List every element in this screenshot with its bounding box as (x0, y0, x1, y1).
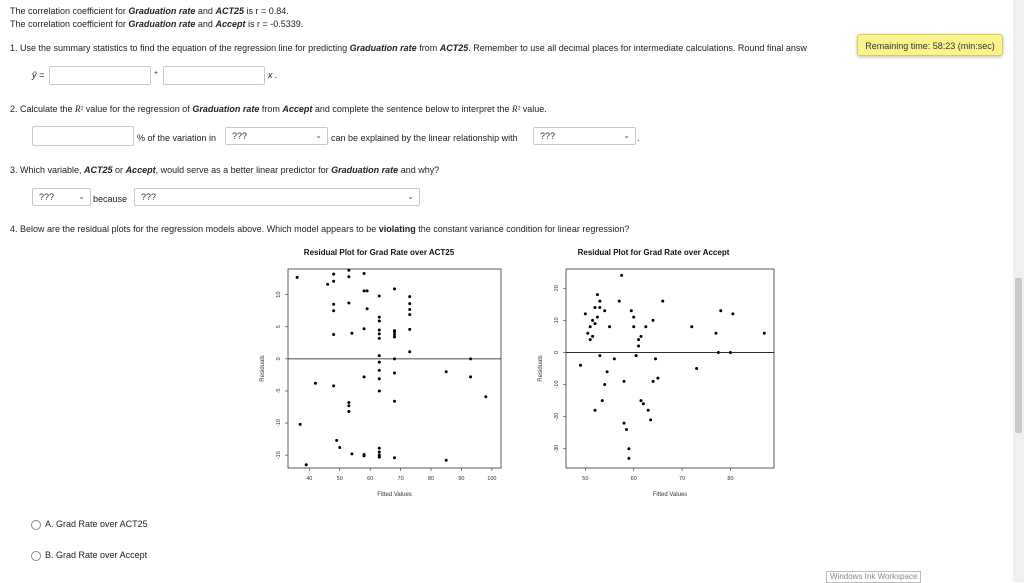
residual-point (363, 454, 366, 457)
option-b-label[interactable]: B. Grad Rate over Accept (45, 550, 148, 560)
residual-point (652, 319, 655, 322)
residual-point (630, 309, 633, 312)
residual-point (579, 364, 582, 367)
option-b-radio[interactable] (31, 551, 41, 561)
residual-point (649, 418, 652, 421)
question-4-text: 4. Below are the residual plots for the regression models above. Which model appears to be violating the constant variance condition for linear regression? (10, 224, 630, 234)
plus-sign: + (154, 70, 159, 77)
residual-point (469, 357, 472, 360)
residual-point (445, 459, 448, 462)
residual-point (299, 423, 302, 426)
residual-point (393, 371, 396, 374)
residual-point (363, 272, 366, 275)
residual-point (363, 289, 366, 292)
residual-point (656, 377, 659, 380)
residual-point (347, 269, 350, 272)
r-squared-percent-input[interactable] (32, 126, 134, 146)
residual-point (350, 332, 353, 335)
residual-point (584, 312, 587, 315)
residual-point (378, 328, 381, 331)
y-tick-label: 20 (554, 285, 560, 292)
residual-point (618, 300, 621, 303)
residual-point (627, 447, 630, 450)
residual-point (586, 332, 589, 335)
chart-title: Residual Plot for Grad Rate over Accept (577, 248, 730, 257)
residual-point (623, 380, 626, 383)
residual-point (408, 313, 411, 316)
x-tick-label: 80 (427, 476, 435, 482)
residual-point (729, 351, 732, 354)
residual-point (332, 273, 335, 276)
option-a-label[interactable]: A. Grad Rate over ACT25 (45, 519, 148, 529)
residual-point (717, 351, 720, 354)
chart-title: Residual Plot for Grad Rate over ACT25 (303, 248, 455, 257)
residual-point (378, 456, 381, 459)
chevron-down-icon: ⌄ (78, 192, 85, 201)
x-variable-label: x . (268, 70, 278, 80)
residual-point (378, 450, 381, 453)
residual-point (613, 357, 616, 360)
y-axis-label: Residuals (538, 355, 544, 382)
residual-point (347, 275, 350, 278)
residual-point (408, 308, 411, 311)
response-variable-select[interactable]: ??? ⌄ (225, 127, 328, 145)
question-2-text: 2. Calculate the R² value for the regression of Graduation rate from Accept and complete the sentence below to interpret the R² value. (10, 104, 547, 114)
explained-by-text: can be explained by the linear relationship with (331, 133, 518, 143)
residual-point (332, 333, 335, 336)
x-axis-label: Fitted Values (377, 492, 412, 498)
residual-point (408, 328, 411, 331)
better-predictor-select[interactable]: ??? ⌄ (32, 188, 91, 206)
residual-point (719, 309, 722, 312)
residual-point (393, 336, 396, 339)
x-tick-label: 50 (336, 476, 343, 482)
residual-plot-accept (516, 236, 791, 507)
residual-point (332, 384, 335, 387)
residual-point (589, 325, 592, 328)
residual-point (378, 447, 381, 450)
residual-point (393, 333, 396, 336)
residual-point (637, 345, 640, 348)
y-axis-label: Residuals (260, 355, 266, 382)
residual-point (642, 402, 645, 405)
residual-point (695, 367, 698, 370)
residual-point (393, 330, 396, 333)
residual-point (654, 357, 657, 360)
residual-point (332, 303, 335, 306)
plot-frame (566, 269, 774, 468)
residual-point (625, 428, 628, 431)
y-tick-label: 0 (276, 357, 282, 361)
chevron-down-icon: ⌄ (407, 192, 414, 201)
residual-point (661, 300, 664, 303)
percent-variation-text: % of the variation in (137, 133, 217, 143)
y-tick-label: 0 (554, 350, 560, 354)
intercept-input[interactable] (49, 66, 151, 85)
residual-point (652, 380, 655, 383)
residual-point (314, 382, 317, 385)
residual-point (591, 319, 594, 322)
residual-point (338, 446, 341, 449)
residual-plot-accept-panel (516, 236, 791, 507)
y-tick-label: 10 (554, 317, 560, 324)
residual-point (469, 375, 472, 378)
residual-point (408, 302, 411, 305)
residual-point (393, 456, 396, 459)
residual-point (644, 325, 647, 328)
residual-point (335, 439, 338, 442)
residual-point (378, 354, 381, 357)
residual-point (603, 383, 606, 386)
y-tick-label: -15 (276, 451, 282, 460)
y-tick-label: -10 (554, 380, 560, 389)
x-tick-label: 80 (727, 476, 734, 482)
residual-point (763, 332, 766, 335)
residual-point (366, 289, 369, 292)
correlation-statement-accept: The correlation coefficient for Graduation rate and Accept is r = -0.5339. (10, 19, 304, 29)
residual-point (598, 306, 601, 309)
residual-point (305, 463, 308, 466)
plot-frame (288, 269, 501, 468)
y-tick-label: -5 (276, 388, 282, 394)
residual-point (627, 457, 630, 460)
residual-point (332, 280, 335, 283)
residual-point (608, 325, 611, 328)
residual-point (296, 276, 299, 279)
residual-point (393, 357, 396, 360)
residual-point (378, 332, 381, 335)
residual-point (594, 409, 597, 412)
residual-point (596, 293, 599, 296)
residual-point (601, 399, 604, 402)
option-a-radio[interactable] (31, 520, 41, 530)
x-tick-label: 70 (679, 476, 686, 482)
residual-point (378, 389, 381, 392)
y-tick-label: 10 (276, 291, 282, 298)
explanatory-variable-select[interactable]: ??? ⌄ (533, 127, 636, 145)
y-tick-label: -30 (554, 444, 560, 453)
x-tick-label: 90 (458, 476, 465, 482)
residual-point (326, 283, 329, 286)
residual-point (347, 410, 350, 413)
residual-point (598, 300, 601, 303)
residual-point (632, 325, 635, 328)
residual-point (347, 404, 350, 407)
remaining-time-badge: Remaining time: 58:23 (min:sec) (857, 34, 1003, 56)
residual-point (598, 354, 601, 357)
y-tick-label: -10 (276, 419, 282, 428)
chevron-down-icon: ⌄ (315, 131, 322, 140)
residual-point (378, 316, 381, 319)
residual-point (363, 375, 366, 378)
windows-ink-workspace-label: Windows Ink Workspace (826, 571, 921, 583)
residual-point (690, 325, 693, 328)
x-tick-label: 40 (306, 476, 313, 482)
residual-point (408, 350, 411, 353)
residual-point (378, 369, 381, 372)
residual-point (623, 422, 626, 425)
slope-input[interactable] (163, 66, 265, 85)
residual-point (632, 316, 635, 319)
x-tick-label: 60 (630, 476, 637, 482)
residual-point (347, 302, 350, 305)
sentence-period: . (637, 133, 640, 143)
residual-point (731, 312, 734, 315)
residual-point (591, 335, 594, 338)
scrollbar-thumb[interactable] (1015, 278, 1022, 433)
chevron-down-icon: ⌄ (623, 131, 630, 140)
residual-point (637, 338, 640, 341)
residual-point (635, 354, 638, 357)
residual-point (332, 309, 335, 312)
residual-plot-act25-panel (245, 236, 513, 507)
residual-point (350, 452, 353, 455)
residual-point (594, 322, 597, 325)
residual-point (596, 316, 599, 319)
residual-point (647, 409, 650, 412)
residual-point (366, 307, 369, 310)
residual-point (606, 370, 609, 373)
residual-point (378, 377, 381, 380)
residual-point (347, 401, 350, 404)
residual-point (408, 295, 411, 298)
y-hat-label: ŷ = (32, 70, 45, 80)
residual-point (445, 370, 448, 373)
y-tick-label: 5 (276, 325, 282, 329)
x-axis-label: Fitted Values (652, 492, 688, 498)
residual-point (378, 294, 381, 297)
residual-point (363, 327, 366, 330)
correlation-statement-act25: The correlation coefficient for Graduation rate and ACT25 is r = 0.84. (10, 6, 289, 16)
x-tick-label: 60 (367, 476, 374, 482)
residual-plot-act25 (245, 236, 513, 507)
residual-point (714, 332, 717, 335)
reason-select[interactable]: ??? ⌄ (134, 188, 420, 206)
residual-point (393, 400, 396, 403)
residual-point (639, 399, 642, 402)
residual-point (378, 337, 381, 340)
y-tick-label: -20 (554, 412, 560, 421)
x-tick-label: 70 (397, 476, 404, 482)
residual-point (603, 309, 606, 312)
question-1-text: 1. Use the summary statistics to find the equation of the regression line for predicting Graduation rate from ACT25. Remember to use all decimal places for intermediate calculations. Round final answ (10, 43, 807, 53)
because-text: because (93, 194, 128, 204)
residual-point (484, 395, 487, 398)
residual-point (393, 287, 396, 290)
residual-point (378, 361, 381, 364)
residual-point (594, 306, 597, 309)
question-3-text: 3. Which variable, ACT25 or Accept, would serve as a better linear predictor for Graduation rate and why? (10, 165, 440, 175)
x-tick-label: 100 (487, 476, 497, 482)
residual-point (620, 274, 623, 277)
residual-point (378, 319, 381, 322)
residual-point (589, 338, 592, 341)
residual-point (639, 335, 642, 338)
x-tick-label: 50 (582, 476, 589, 482)
